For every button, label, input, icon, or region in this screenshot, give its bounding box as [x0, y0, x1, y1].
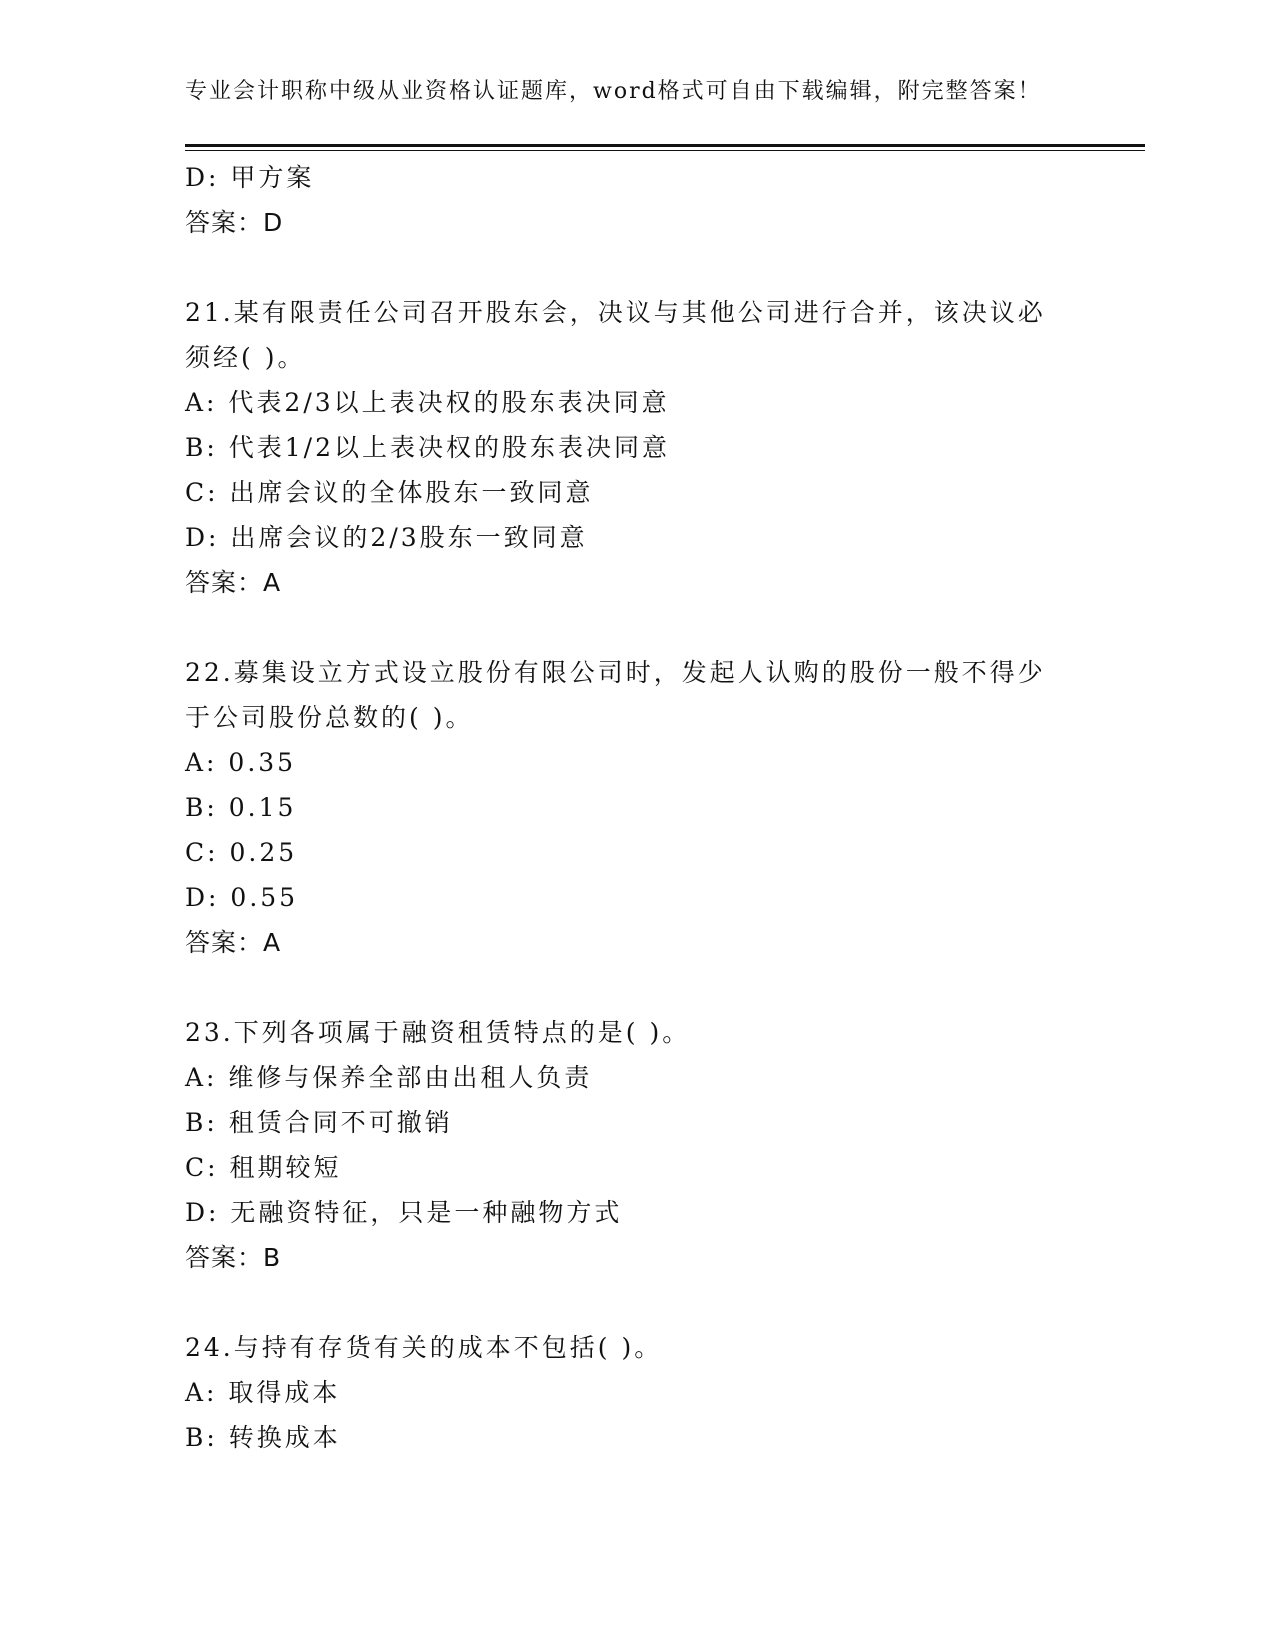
- page-header: 专业会计职称中级从业资格认证题库，word格式可自由下载编辑，附完整答案！: [185, 79, 1042, 104]
- question-24: [185, 1325, 1085, 1460]
- spacer: [185, 1280, 1085, 1325]
- option-c: C: 租期较短: [185, 1153, 342, 1182]
- header-rule-thin: [185, 150, 1145, 151]
- option-b: B: 代表1/2以上表决权的股东表决同意: [185, 433, 670, 462]
- question-stem: 23.下列各项属于融资租赁特点的是( )。: [185, 1018, 691, 1047]
- option-d: D: 0.55: [185, 883, 299, 912]
- option-d: D: 出席会议的2/3股东一致同意: [185, 523, 588, 552]
- option-c: C: 0.25: [185, 838, 298, 867]
- question-list: [185, 155, 1085, 1460]
- answer-line: 答案：B: [185, 1243, 282, 1272]
- question-23: [185, 1010, 1085, 1280]
- answer-line: 答案：A: [185, 928, 282, 957]
- option-b: B: 租赁合同不可撤销: [185, 1108, 453, 1137]
- option-a: A: 维修与保养全部由出租人负责: [185, 1063, 593, 1092]
- spacer: [185, 605, 1085, 650]
- question-22: [185, 650, 1085, 965]
- previous-question-tail: [185, 155, 1085, 245]
- question-stem-continued: 于公司股份总数的( )。: [185, 703, 474, 732]
- option-b: B: 0.15: [185, 793, 297, 822]
- answer-line: 答案：A: [185, 568, 282, 597]
- option-c: C: 出席会议的全体股东一致同意: [185, 478, 594, 507]
- question-21: [185, 290, 1085, 605]
- answer-line: 答案：D: [185, 208, 284, 237]
- option-d: D: 甲方案: [185, 163, 315, 192]
- spacer: [185, 245, 1085, 290]
- question-stem: 24.与持有存货有关的成本不包括( )。: [185, 1333, 663, 1362]
- option-b: B: 转换成本: [185, 1423, 341, 1452]
- option-d: D: 无融资特征，只是一种融物方式: [185, 1198, 623, 1227]
- option-a: A: 取得成本: [185, 1378, 341, 1407]
- header-rule-thick: [185, 144, 1145, 147]
- question-stem: 22.募集设立方式设立股份有限公司时，发起人认购的股份一般不得少: [185, 658, 1046, 687]
- question-stem: 21.某有限责任公司召开股东会，决议与其他公司进行合并，该决议必: [185, 298, 1046, 327]
- option-a: A: 代表2/3以上表决权的股东表决同意: [185, 388, 670, 417]
- option-a: A: 0.35: [185, 748, 297, 777]
- question-stem-continued: 须经( )。: [185, 343, 306, 372]
- spacer: [185, 965, 1085, 1010]
